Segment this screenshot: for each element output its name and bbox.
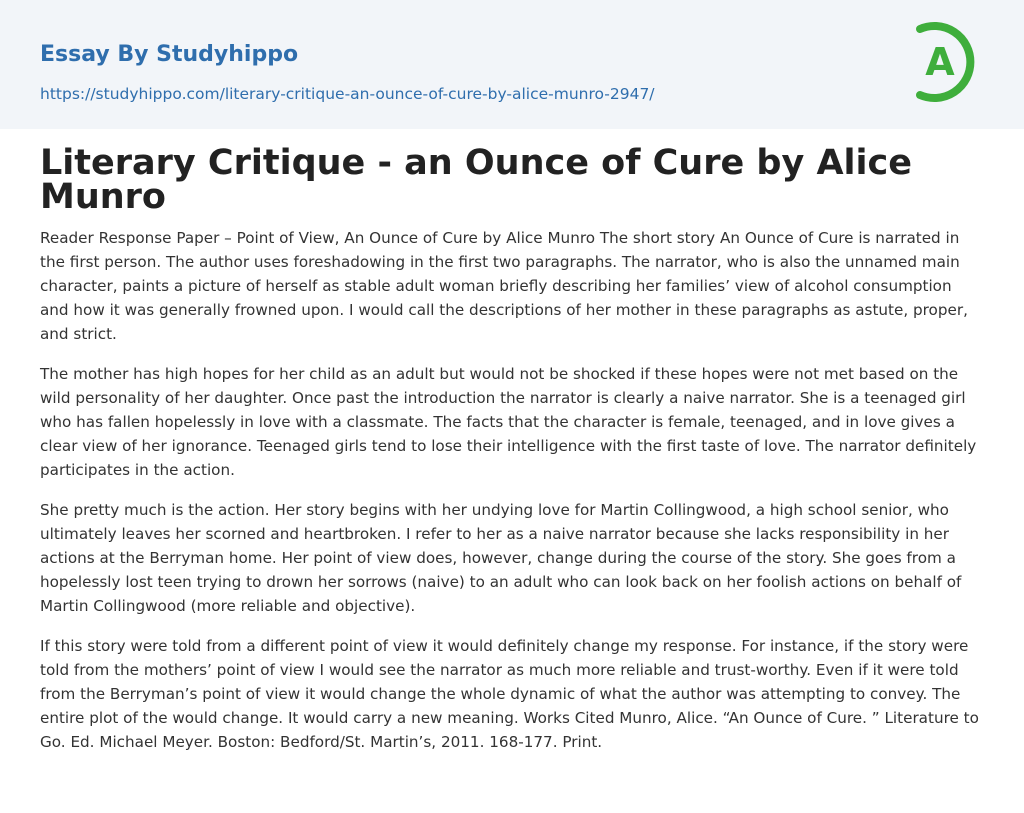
article-url-link[interactable]: https://studyhippo.com/literary-critique-an-ounce-of-cure-by-alice-munro-2947/ bbox=[40, 85, 655, 103]
article-title: Literary Critique - an Ounce of Cure by Alice Munro bbox=[40, 143, 913, 217]
article-paragraph-3: She pretty much is the action. Her story begins with her undying love for Martin Collingwood, a high school senior, who ultimately leaves her scorned and heartbroken. I refer to her as a naive narrator because she lacks responsibility in her actions at the Berryman home. Her point of view does, however, change during the course of the story. She goes from a hopelessly lost teen trying to drown her sorrows (naive) to an adult who can look back on her foolish actions on behalf of Martin Collingwood (more reliable and objective). bbox=[40, 501, 962, 615]
article bbox=[40, 143, 984, 754]
site-title[interactable]: Essay By Studyhippo bbox=[40, 42, 299, 67]
site-header bbox=[0, 0, 1024, 129]
studyhippo-logo-icon[interactable] bbox=[912, 19, 986, 105]
article-paragraph-2: The mother has high hopes for her child as an adult but would not be shocked if these hopes were not met based on the wild personality of her daughter. Once past the introduction the narrator is clearly a naive narrator. She is a teenaged girl who has fallen hopelessly in love with a classmate. The facts that the character is female, teenaged, and in love gives a clear view of her ignorance. Teenaged girls tend to lose their intelligence with the first taste of love. The narrator definitely participates in the action. bbox=[40, 365, 977, 479]
article-paragraph-1: Reader Response Paper – Point of View, An Ounce of Cure by Alice Munro The short story An Ounce of Cure is narrated in the first person. The author uses foreshadowing in the first two paragraphs. The narrator, who is also the unnamed main character, paints a picture of herself as stable adult woman briefly describing her families’ view of alcohol consumption and how it was generally frowned upon. I would call the descriptions of her mother in these paragraphs as astute, proper, and strict. bbox=[40, 229, 968, 343]
svg-text:A: A bbox=[925, 40, 955, 84]
article-paragraph-4: If this story were told from a different point of view it would definitely change my response. For instance, if the story were told from the mothers’ point of view I would see the narrator as much more reliable and trust-worthy. Even if it were told from the Berryman’s point of view it would change the whole dynamic of what the author was attempting to convey. The entire plot of the would change. It would carry a new meaning. Works Cited Munro, Alice. “An Ounce of Cure. ” Literature to Go. Ed. Michael Meyer. Boston: Bedford/St. Martin’s, 2011. 168-177. Print. bbox=[40, 637, 979, 751]
